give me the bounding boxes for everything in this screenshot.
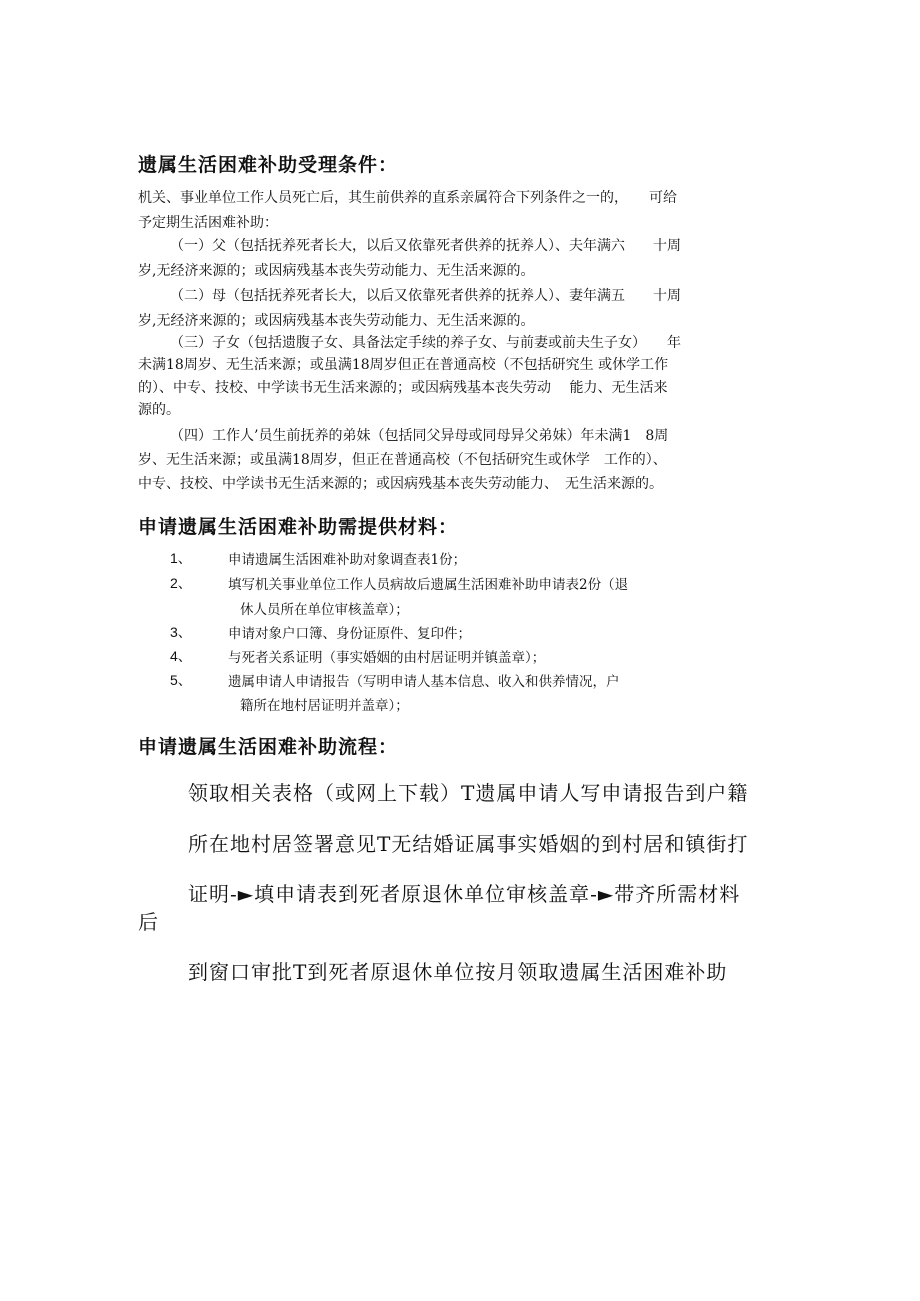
process-flow-line: 到窗口审批T到死者原退休单位按月领取遗属生活困难补助 [188,960,728,984]
intro-line: 机关、事业单位工作人员死亡后，其生前供养的直系亲属符合下列条件之一的， 可给 [138,190,677,206]
section-heading-process: 申请遗属生活困难补助流程： [138,736,399,758]
condition-4-line: 中专、技校、中学读书无生活来源的；或因病残基本丧失劳动能力、 无生活来源的。 [138,476,663,492]
condition-4-line: 岁、无生活来源；或虽满18周岁，但正在普通高校（不包括研究生或休学 工作的）、 [138,452,667,468]
list-item-text-continuation: 籍所在地村居证明并盖章）； [240,698,409,714]
process-flow-line: 领取相关表格（或网上下载）T遗属申请人写申请报告到户籍 [188,781,749,805]
list-item-text: 与死者关系证明（事实婚姻的由村居证明并镇盖章）； [228,650,546,666]
intro-line: 予定期生活困难补助： [138,215,278,231]
process-flow-line: 所在地村居签署意见T无结婚证属事实婚姻的到村居和镇街打 [188,832,749,856]
list-item-number: 3、 [170,624,192,640]
list-item-text: 填写机关事业单位工作人员病故后遗属生活困难补助申请表2份（退 [228,577,629,593]
condition-3-line: 源的。 [138,402,180,418]
section-heading-materials: 申请遗属生活困难补助需提供材料： [138,516,459,538]
process-flow-line: 证明-►填申请表到死者原退休单位审核盖章-►带齐所需材料 [188,882,741,906]
condition-1-line: 岁,无经济来源的；或因病残基本丧失劳动能力、无生活来源的。 [138,263,535,279]
condition-2-line: 岁,无经济来源的；或因病残基本丧失劳动能力、无生活来源的。 [138,313,535,329]
condition-1-line: （一）父（包括抚养死者长大，以后又依靠死者供养的抚养人）、夫年满六 十周 [170,238,681,254]
condition-4-line: （四）工作人’员生前抚养的弟妹（包括同父异母或同母异父弟妹）年未满1 8周 [170,428,669,444]
list-item-text: 申请对象户口簿、身份证原件、复印件； [228,626,471,642]
list-item-text: 遗属申请人申请报告（写明申请人基本信息、收入和供养情况，户 [228,674,620,690]
process-flow-line: 后 [138,910,159,934]
condition-2-line: （二）母（包括抚养死者长大，以后又依靠死者供养的抚养人）、妻年满五 十周 [170,288,681,304]
list-item-text-continuation: 休人员所在单位审核盖章）； [240,602,409,618]
condition-3-line: 未满18周岁、无生活来源；或虽满18周岁但正在普通高校（不包括研究生 或休学工作 [138,357,669,373]
list-item-number: 4、 [170,648,192,664]
list-item-number: 1、 [170,550,192,566]
section-heading-conditions: 遗属生活困难补助受理条件： [138,154,399,176]
list-item-text: 申请遗属生活困难补助对象调查表1份； [228,552,467,568]
list-item-number: 2、 [170,575,192,591]
list-item-number: 5、 [170,672,192,688]
condition-3-line: （三）子女（包括遗腹子女、具备法定手续的养子女、与前妻或前夫生子女） 年 [170,335,681,351]
condition-3-line: 的）、中专、技校、中学读书无生活来源的；或因病残基本丧失劳动 能力、无生活来 [138,380,668,396]
